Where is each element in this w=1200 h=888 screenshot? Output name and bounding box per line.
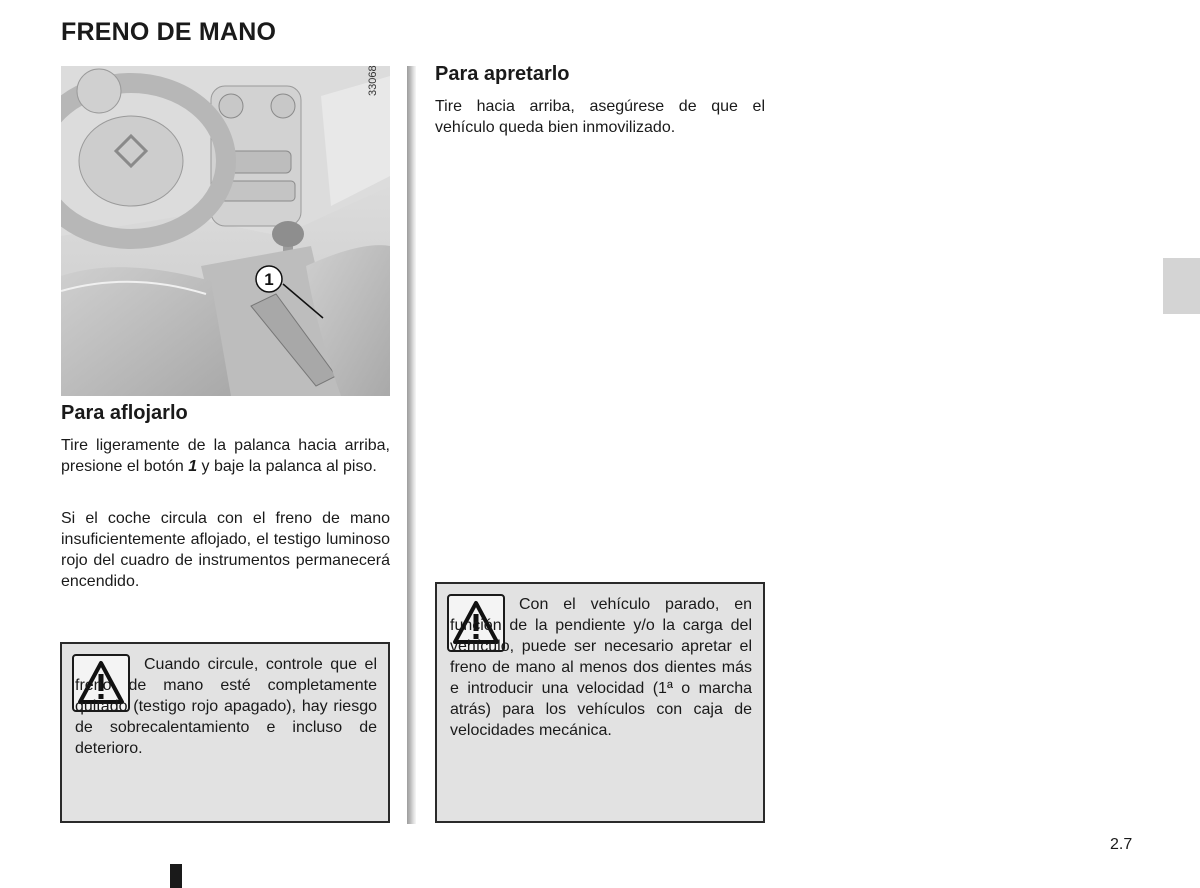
- page-title: FRENO DE MANO: [61, 18, 277, 46]
- loosen-paragraph-2: Si el coche circula con el freno de mano insuficientemente aflojado, el testigo luminoso rojo del cuadro de instrumentos permanecerá encendido.: [61, 510, 390, 590]
- callout-number: 1: [264, 270, 274, 289]
- crop-mark: [170, 864, 182, 888]
- warning-box-left: [60, 642, 390, 823]
- tighten-heading: Para apretarlo: [435, 63, 570, 85]
- loosen-text-b: y baje la palanca al piso.: [197, 458, 377, 475]
- button-number: 1: [188, 458, 198, 475]
- warning-left-text: Cuando circule, controle que el freno de mano esté completamente quitado (testigo rojo apagado), hay riesgo de sobrecalentamiento e incluso de deterioro.: [75, 656, 377, 757]
- tighten-paragraph: Tire hacia arriba, asegúrese de que el vehículo queda bien inmovilizado.: [435, 98, 765, 136]
- photo-reference: 33068: [367, 65, 379, 96]
- loosen-paragraph-1: [61, 435, 390, 477]
- page-number: 2.7: [1110, 836, 1133, 853]
- column-divider: [407, 66, 416, 824]
- warning-right-text: Con el vehículo parado, en función de la pendiente y/o la carga del vehículo, puede ser necesario apretar el freno de mano al menos dos dientes más e introducir una velocidad (1ª o marcha atrás) para los vehículos con caja de velocidades mecánica.: [450, 596, 752, 739]
- warning-box-right: [435, 582, 765, 823]
- loosen-heading: Para aflojarlo: [61, 402, 188, 424]
- section-tab: [1163, 258, 1200, 314]
- loosen-text-a: Tire ligeramente de la palanca hacia arriba, presione el botón: [61, 437, 390, 475]
- handbrake-photo: [61, 66, 390, 396]
